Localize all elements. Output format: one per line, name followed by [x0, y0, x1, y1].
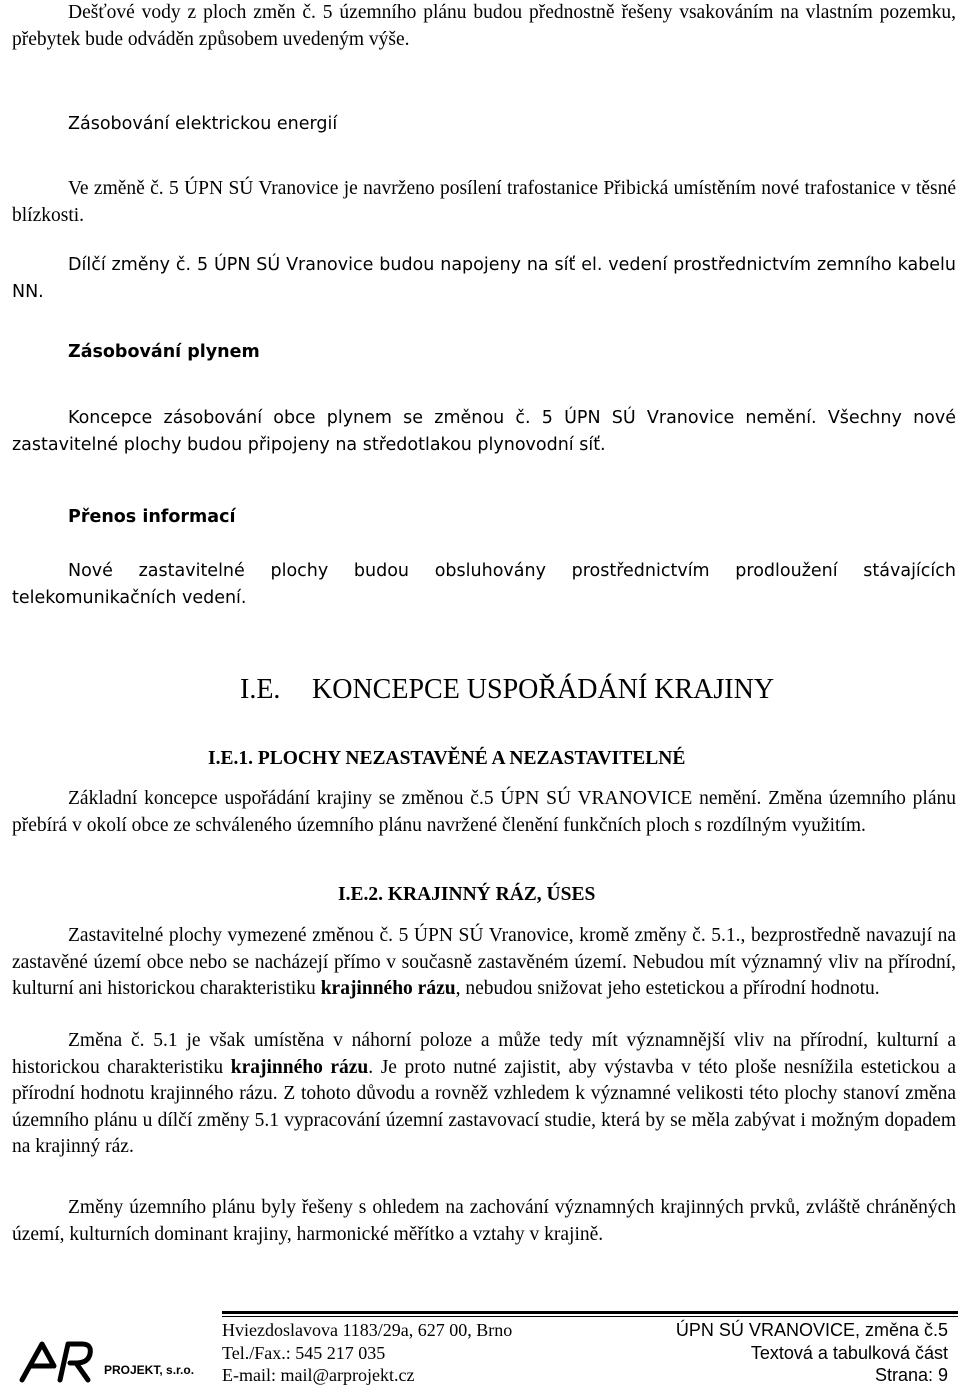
footer-document-info: [676, 1319, 948, 1387]
footer-page-number: Strana: 9: [874, 1365, 948, 1385]
text-run: . Je proto nutné zajistit, aby výstavba v této ploše nesnížila estetickou a přírodní hodnotu krajinného rázu. Z tohoto důvodu a rovněž vzhledem k významné velikosti této plochy stanoví změna územního plánu u dílčí změny 5.1 vypracování územní zastavovací studie, která by se měla zabývat i možným dopadem na krajinný ráz.: [12, 1056, 957, 1157]
logo-text: PROJEKT, s.r.o.: [104, 1363, 195, 1377]
footer-email: E-mail: mail@arprojekt.cz: [222, 1365, 415, 1385]
bold-term: krajinného rázu: [320, 978, 456, 999]
section-heading-landscape: [240, 672, 774, 708]
paragraph-rainwater: Dešťové vody z ploch změn č. 5 územního plánu budou přednostně řešeny vsakováním na vlastním pozemku, přebytek bude odváděn způsobem uvedeným výše.: [12, 2, 956, 50]
text-run: Zastavitelné plochy vymezené změnou č. 5 ÚPN SÚ Vranovice, kromě změny č. 5.1., bezprostředně navazují na zastavěné území obce nebo se nacházejí přímo v současně zastavěném území. Nebudou mít významný vliv na přírodní, kulturní ani historickou charakteristiku: [12, 925, 956, 999]
footer-rule: [222, 1311, 958, 1314]
footer-phone: Tel./Fax.: 545 217 035: [222, 1342, 386, 1363]
paragraph-undeveloped-areas: Základní koncepce uspořádání krajiny se změnou č.5 ÚPN SÚ VRANOVICE nemění. Změna územního plánu přebírá v okolí obce ze schváleného územního plánu navržené členění funkčních ploch s rozdílným využitím.: [12, 788, 956, 836]
section-number: I.E.: [240, 674, 281, 705]
subheading-landscape-character: I.E.2. KRAJINNÝ RÁZ, ÚSES: [338, 884, 596, 905]
paragraph-electricity-1: Ve změně č. 5 ÚPN SÚ Vranovice je navrženo posílení trafostanice Přibická umístěním nové trafostanice v těsné blízkosti.: [12, 178, 956, 226]
subheading-undeveloped-areas: I.E.1. PLOCHY NEZASTAVĚNÉ A NEZASTAVITELNÉ: [208, 748, 686, 769]
paragraph-landscape-character-3: Změny územního plánu byly řešeny s ohledem na zachování významných krajinných prvků, zvláště chráněných území, kulturních dominant krajiny, harmonické měřítko a vztahy v krajině.: [12, 1197, 956, 1245]
heading-electricity: Zásobování elektrickou energií: [68, 114, 338, 134]
footer-address: Hviezdoslavova 1183/29a, 627 00, Brno: [222, 1320, 513, 1340]
company-logo: [8, 1330, 218, 1390]
section-title: KONCEPCE USPOŘÁDÁNÍ KRAJINY: [312, 674, 775, 705]
footer-doc-title: ÚPN SÚ VRANOVICE, změna č.5: [675, 1320, 948, 1340]
text-run: Změna č. 5.1 je však umístěna v náhorní poloze a může tedy mít významnější vliv na přírodní, kulturní a historickou charakteristiku: [12, 1030, 956, 1078]
heading-gas: Zásobování plynem: [68, 342, 260, 362]
paragraph-information-transfer: Nové zastavitelné plochy budou obsluhovány prostřednictvím prodloužení stávajících telekomunikačních vedení.: [12, 561, 956, 608]
footer-rule-thin: [222, 1316, 958, 1317]
footer-doc-part: Textová a tabulková část: [750, 1342, 948, 1363]
text-run: , nebudou snižovat jeho estetickou a přírodní hodnotu.: [455, 978, 880, 999]
paragraph-landscape-character-2: [12, 1028, 956, 1161]
heading-information-transfer: Přenos informací: [68, 507, 236, 527]
paragraph-gas: Koncepce zásobování obce plynem se změnou č. 5 ÚPN SÚ Vranovice nemění. Všechny nové zastavitelné plochy budou připojeny na středotlakou plynovodní síť.: [12, 408, 956, 455]
paragraph-landscape-character-1: [12, 923, 956, 1003]
footer-contact: [222, 1319, 512, 1387]
paragraph-electricity-2: Dílčí změny č. 5 ÚPN SÚ Vranovice budou napojeny na síť el. vedení prostřednictvím zemního kabelu NN.: [12, 255, 956, 302]
bold-term: krajinného rázu: [230, 1056, 369, 1078]
